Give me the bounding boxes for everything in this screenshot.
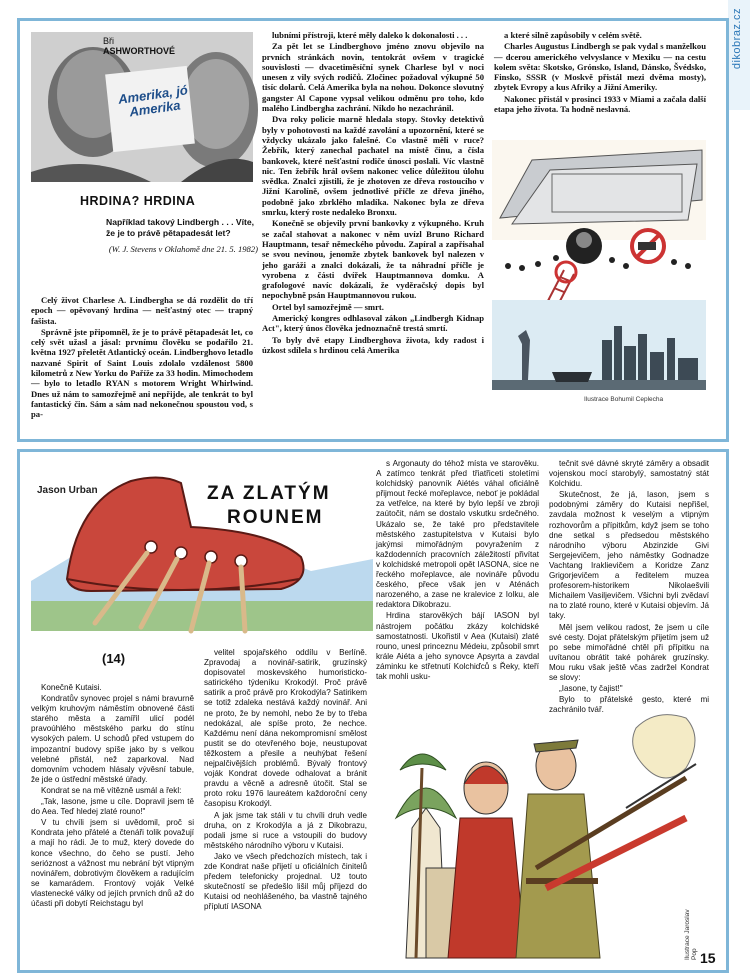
bottom-illustration-credit: Ilustrace Jaroslav Pop (684, 909, 698, 960)
paragraph: Hrdina starověkých bájí IASON byl nástrojem počátku zkázy kolchidské samostatnosti. Ukořistil v Aea (Kutaisi) zlaté rouno, unesl princeznu Médeiu, způsobil smrt krále Aiéta a jeho synovce Apsyrta a zavdal záminku ke střetnutí Kolchiďců s Řeky, kteří tak mohli usku- (376, 611, 539, 681)
paragraph: Správně jste připomněl, že je to právě pětapadesát let, co celý svět užasl a jásal: prvnímu člověku se podařilo 21. května 1927 přeletět Atlantický oceán. Lindberghovo letadlo nazvané Spirit of Saint Louis zdolalo vzdálenost 5800 kilometrů z New Yorku do Paříže za 33 hodin. Mimochodem — bylo to letadlo RYAN s motorem Wright Whirlwind. Dnes už nám to samozřejmě ani nepřijde, ale tenkrát to byl fantastický čin. Sám a sám nad nekonečnou spoustou vod, s pa- (31, 326, 253, 420)
paragraph: s Argonauty do téhož místa ve starověku. A zatímco tenkrát před třiatřiceti stoletími kolchidský panovník Aiétés váhal oficiálně přijmout řecké mořeplavce, neboť je pokládal za vetřelce, na které by bylo lepší ve zbroji zaútočit, nám se dostalo vskutku srdečného. Ukázalo se, že také pro představitele městského zastupitelstva v Kutaisi bylo jakýmsi mimořádným povyražením z každodenních pracovních záležitostí přivítat v kolchidské metropoli opět IASONA, sice ne řeckého mořeplavce, ale novináře původu českého, přece však jen v Aténách narozeného, a zase ne kralevice z Iolku, ale redaktora Dikobrazu. (376, 459, 539, 610)
paragraph: „Iasone, ty čajist!" (559, 684, 623, 694)
bottom-title-1: ZA ZLATÝM (207, 483, 331, 504)
page-number: 15 (700, 950, 716, 966)
paragraph: V tu chvíli jsem si uvědomil, proč si Kondrata jeho přátelé a čtenáři tolik považují a mají ho rádi. Je to muž, který dovede do konce všechno, do čeho se pustí. Jeho serióznost a vážnost mu nebrání být vtipným novinářem, dobrotivým člověkem a radujícím se kamarádem. Frontový voják Velké vlastenecké války od jejích prvních dnů až do účasti při dobytí Reichstagu byl (31, 818, 194, 908)
paragraph: Kondratův synovec projel s námi bravurně velkým kruhovým náměstím obnovené části starého města a zamířil ulicí podél pravoúhlého městského parku do stínu vysokých palem. U schodů před vstupem do impozantní budovy spíše jako by s velkou velebné přistál, než zaparkoval. Nad domovním vchodem hlásaly vývěsní tabule, že jde o ústřední městské úřady. (31, 694, 194, 784)
photo-byline-prefix: Bři (103, 36, 114, 46)
photo-cover-text: Amerika, jó Amerika (117, 82, 189, 120)
paragraph: Nakonec přistál v prosinci 1933 v Miami a začala další etapa jeho života. Ta hodně neslavná. (494, 93, 706, 115)
bottom-column-2 (204, 648, 367, 961)
soldiers-illustration (386, 708, 704, 960)
site-tag-text: dikobraz.cz (731, 8, 743, 70)
top-illustration-credit: Ilustrace Bohumil Ceplecha (584, 396, 664, 403)
paragraph: Jako ve všech předchozích místech, tak i zde Kondrat naše přijetí u oficiálních činitelů předem telefonicky projednal. Už touto skutečností se předešlo lišil můj příjezd do Kutaisi od neohlášeného, ba vlastně tajného příplutí IASONA (204, 851, 367, 912)
paragraph: To byly dvě etapy Lindberghova života, kdy radost i úzkost sdílela s hrdinou celá Amerika (262, 334, 484, 355)
boot-illustration (31, 461, 373, 639)
epigraph-source: (W. J. Stevens v Oklahomě dne 21. 5. 1982) (108, 244, 258, 254)
paragraph: Ortel byl samozřejmě — smrt. (272, 301, 384, 312)
paragraph: Dva roky policie marně hledala stopy. Stovky detektivů byly v pohotovosti na každé zavolání a upozornění, které se vždycky ukázalo jako falešné. Co vlastně měli v ruce? Žebřík, který zanechal pachatel na místě činu, a čísla bankovek, které nešťastní rodiče únosci poslali. Víc vlastně nic. Ten žebřík hrál ovšem nakonec velice důležitou úlohu svědka. Znalci zjistili, že je zhotoven ze dřeva rostoucího v Jižní Karolíně, ovšem jednotlivé příčle ze dřeva jiného, podobně jako zbrklého mladíka. Nakonec byla ze dřeva smrku, který roste nedaleko Bronxu. (262, 114, 484, 218)
bottom-column-3 (376, 459, 539, 749)
top-column-1 (31, 295, 253, 431)
author-photo (31, 32, 253, 182)
top-column-3 (494, 30, 706, 136)
photo-byline-name: ASHWORTHOVÉ (103, 46, 175, 56)
paragraph: Charles Augustus Lindbergh se pak vydal s manželkou — dcerou amerického velvyslance v Mexiku — na cestu kolem světa: Skotsko, Grónsko, Island, Dánsko, Švédsko, Finsko, SSSR (v Moskvě přistál mezi dvěma mosty), zbytek Evropy a kus Afriky a Jižní Ameriky. (494, 41, 706, 93)
paragraph: Kondrat se na mě vítězně usmál a řekl: (41, 785, 182, 795)
paragraph: a které silně zapůsobily v celém světě. (504, 30, 642, 40)
lindbergh-illustration-svg (492, 140, 706, 408)
bottom-title-2: ROUNEM (227, 507, 324, 528)
top-headline: HRDINA? HRDINA (80, 194, 196, 208)
paragraph: Americký kongres odhlasoval zákon „Lindbergh Kidnap Act", který únos člověka jednoznačně trestá smrtí. (262, 313, 484, 334)
paragraph: Bylo to přátelské gesto, které mi zachránilo tvář. (549, 695, 709, 715)
site-tag[interactable] (728, 0, 750, 110)
paragraph: Celý život Charlese A. Lindbergha se dá rozdělit do tří epoch — opěvovaný hrdina — nešťastný otec — trapný fašista. (31, 295, 253, 326)
paragraph: lubními přístroji, které měly daleko k dokonalosti . . . (272, 30, 468, 40)
paragraph: Za pět let se Lindberghovo jméno znovu objevilo na prvních stránkách novin, tentokrát ovšem v tragické souvislosti — dvacetiměsíční synek Charlese byl v noci unesen z vily svých rodičů. Zločinec požadoval výkupné 50 tisíc dolarů. Celá Amerika byla na nohou. Dokonce slovutný gangster Al Capone vypsal velikou odměnu pro toho, kdo malého Lindbergha zachrání. Nikdo ho nezachránil. (262, 41, 484, 114)
paragraph: Skutečnost, že já, Iason, jsem s podobnými záměry do Kutaisi nepřišel, zavdala možnost k veselým a vtipným rozhovorům a přípitkům, když jsem se toho dne setkal s předsedou městského národního výboru Abzinzide Givi Sergejevičem, jeho náměstky Godnadze Vachtang Iraklievičem a Koridze Zanz Grigorjevičem a ředitelem muzea profesorem-historikem Nikolaešvili Michailem Vasiljevičem. Všichni byli zvědaví na to zlaté rouno, které v Kutaisi objevím. Já taky. (549, 490, 709, 621)
photo-byline (103, 36, 175, 56)
epigraph-text: Například takový Lindbergh . . . Víte, že je to právě pětapadesát let? (106, 217, 255, 238)
paragraph: Měl jsem velikou radost, že jsem u cíle své cesty. Dojat přátelským přijetím jsem už po sebe mimořádné chtěl při přípitku na uvítanou obrátit také pohárek gruzínsky. Mou ruku však ještě včas zadržel Kondrat se slovy: (549, 622, 709, 682)
soldiers-illustration-svg (386, 708, 704, 960)
bottom-column-4 (549, 459, 709, 715)
paragraph: A jak jsme tak stáli v tu chvíli druh vedle druha, on z Krokodýla a já z Dikobrazu, podali jsme si ruce a vstoupili do budovy městského národního výboru v Kutaisi. (204, 810, 367, 850)
paragraph: velitel spojařského oddílu v Berlíně. Zpravodaj a novinář-satirik, gruzínský dopisovatel moskevského humoristicko-satirického týdeníku Krokodýl. Proč právě satirik a proč právě pro Krokodýla? Satirikem se totiž zdaleka nestává každý novinář. Ani ne proto, že by nemohl, nebo že by to třeba nedokázal, ale spíše proto, že nechce. Každému není dána nekompromisní smělost pustit se do otevřeného boje, neustupovat těžkostem a přesile a neuhýbat řešení nejpalčivějších problémů. Bývalý frontový voják Kondrat dovede odhalovat a bránit pravdu a věcně a adresně útočit. Stal se proto roku 1976 laureátem každoroční ceny časopisu Krokodýl. (204, 648, 367, 809)
lindbergh-illustration (492, 140, 706, 408)
paragraph: Konečně se objevily první bankovky z výkupného. Kruh se začal stahovat a nakonec v něm uvízl Bruno Richard Hauptmann, tesař německého původu. Zapíral a zapřisahal se svou nevinou, jenomže zbytek bankovek byl nalezen v jeho garáži a znalci dokázali, že ta náhradní příčle je vyrobena z části dvířek Hauptmannova domku. A grafologové navíc dokázali, že vyděračský dopis byl nepochybně psán Hauptmannovou rukou. (262, 218, 484, 301)
epigraph (106, 217, 258, 255)
paragraph: Konečně Kutaisi. (41, 683, 102, 692)
bottom-author: Jason Urban (37, 485, 98, 496)
paragraph: tečnit své dávné skryté záměry a obsadit vojenskou mocí starobylý, samostatný stát Kolchidu. (549, 459, 709, 489)
paragraph: „Tak, Iasone, jsme u cíle. Dopravil jsem tě do Aea. Teď hledej zlaté rouno!" (31, 797, 194, 817)
part-number: (14) (102, 651, 126, 666)
bottom-column-1 (31, 683, 194, 961)
top-column-2 (262, 30, 484, 434)
